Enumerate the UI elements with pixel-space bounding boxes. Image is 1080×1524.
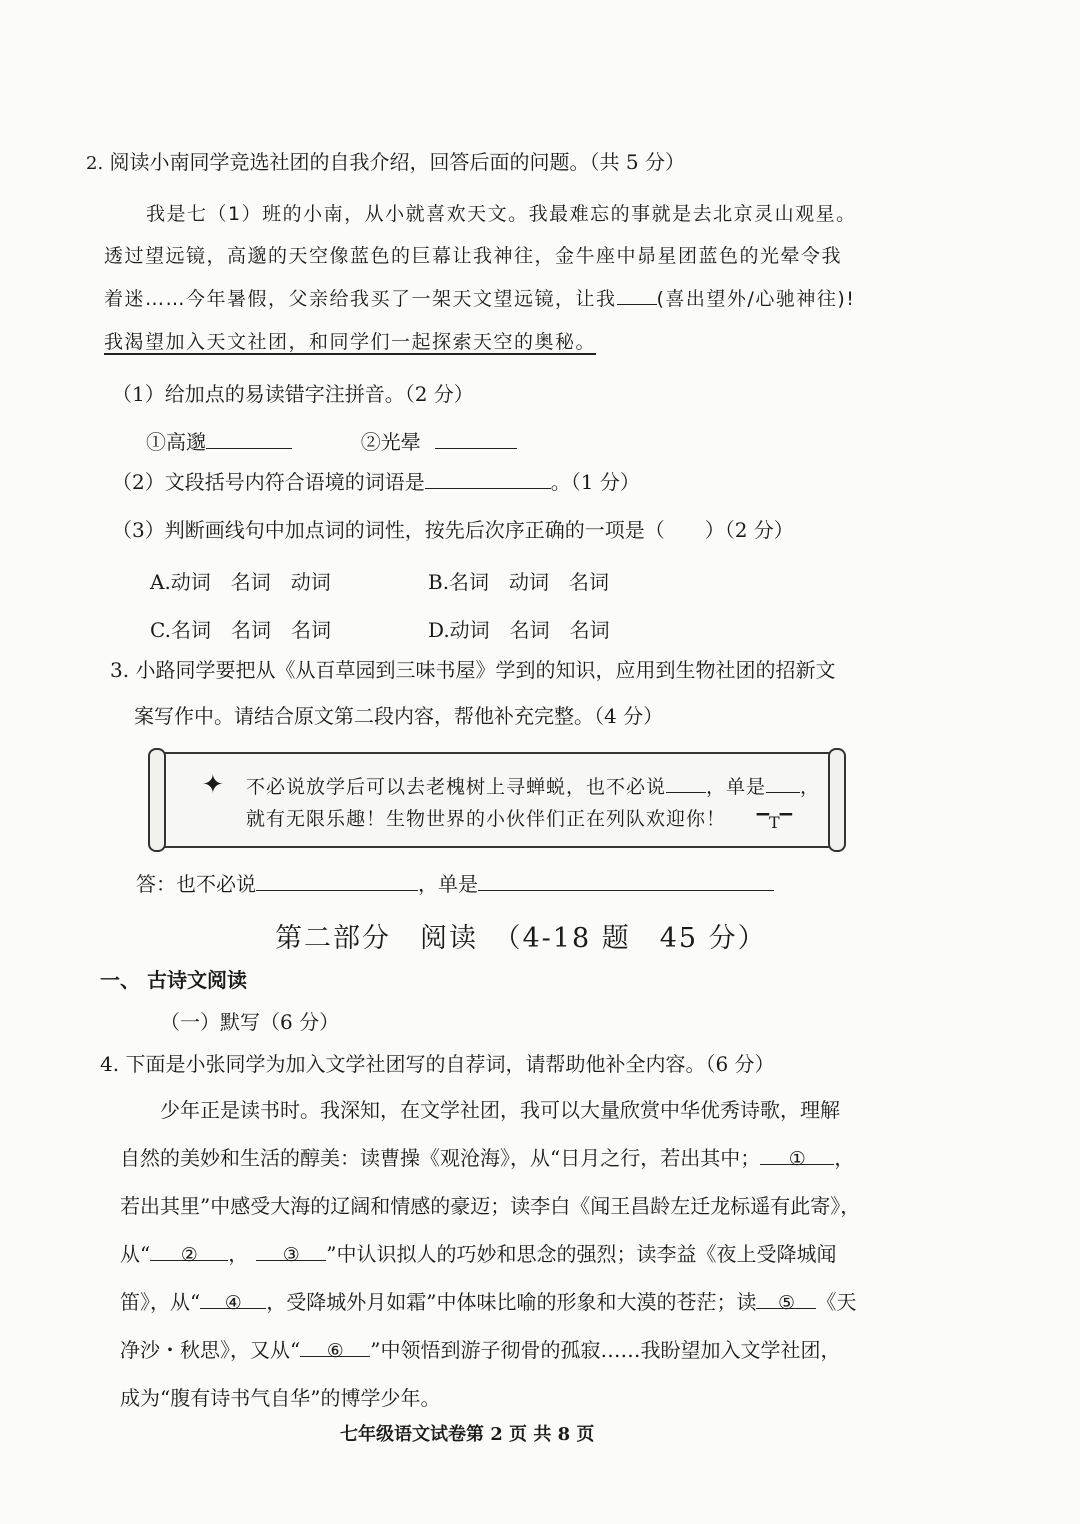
q3-stem-line-2: 案写作中。请结合原文第二段内容，帮他补充完整。（4 分） <box>134 704 664 728</box>
q2-sub1-blank-a <box>206 428 292 449</box>
q4-mark-6: ⑥ <box>326 1340 344 1362</box>
q2-sub3: （3）判断画线句中加点词的词性，按先后次序正确的一项是（ ）（2 分） <box>112 518 794 542</box>
q2-passage-line-3 <box>104 284 855 313</box>
part-2-title: 第二部分 阅读 （4-18 题 45 分） <box>275 923 767 954</box>
q4-mark-5: ⑤ <box>777 1292 795 1314</box>
q4-line-5 <box>120 1288 856 1316</box>
q2-option-c: C.名词 名词 名词 <box>150 618 331 642</box>
q4-line-4-b: ， <box>228 1242 249 1266</box>
q4-mark-3: ③ <box>282 1244 300 1266</box>
q4-line-5-b: ，受降城外月如霜”中体味比喻的形象和大漠的苍茫；读 <box>266 1290 757 1314</box>
q4-line-6-b: ”中领悟到游子彻骨的孤寂……我盼望加入文学社团， <box>370 1338 841 1362</box>
q4-line-4-c: ”中认识拟人的巧妙和思念的强烈；读李益《夜上受降城闻 <box>326 1242 837 1266</box>
q4-mark-2: ② <box>180 1244 198 1266</box>
q4-blank-6 <box>300 1336 370 1362</box>
scroll-line-1-a: 不必说放学后可以去老槐树上寻蝉蜕，也不必说 <box>246 776 667 798</box>
q4-blank-3 <box>256 1240 326 1266</box>
q2-underlined-text: 我渴望加入天文社团，和同学们一起探索天空的奥秘。 <box>104 331 597 353</box>
q3-answer-blank-1 <box>256 870 418 891</box>
q3-answer-b: ，单是 <box>418 872 478 896</box>
section-1-sub-title: （一）默写（6 分） <box>160 1010 340 1034</box>
section-1-title: 一、 古诗文阅读 <box>100 968 247 992</box>
q3-answer-a: 答：也不必说 <box>136 872 256 896</box>
scroll-line-1-c: ， <box>800 776 821 798</box>
q2-option-b: B.名词 动词 名词 <box>428 570 610 594</box>
q3-stem-line-1: 3. 小路同学要把从《从百草园到三味书屋》学到的知识，应用到生物社团的招新文 <box>110 658 836 682</box>
q2-sub2-blank <box>425 468 551 489</box>
q4-line-2-b: ， <box>834 1146 855 1170</box>
q2-sub2-text-b: 。（1 分） <box>550 470 640 494</box>
scroll-blank-2 <box>766 772 800 793</box>
q4-mark-4: ④ <box>224 1292 242 1314</box>
q2-passage-line-3-b: (喜出望外/心驰神往)! <box>656 288 856 310</box>
scroll-blank-1 <box>666 772 706 793</box>
q3-answer-blank-2 <box>478 870 774 891</box>
q2-option-d: D.动词 名词 名词 <box>428 618 610 642</box>
q4-line-3: 若出其里”中感受大海的辽阔和情感的豪迈；读李白《闻王昌龄左迁龙标遥有此寄》， <box>120 1194 861 1218</box>
q4-blank-4 <box>200 1288 266 1314</box>
q4-mark-1: ① <box>788 1148 806 1170</box>
q2-number: 2. <box>86 153 104 174</box>
q4-stem: 4. 下面是小张同学为加入文学社团写的自荐词，请帮助他补全内容。（6 分） <box>100 1052 775 1076</box>
q2-passage-blank <box>617 284 657 305</box>
q4-line-6 <box>120 1336 840 1364</box>
q4-line-4 <box>120 1240 836 1268</box>
q2-sub1-item-a: ①高邈 <box>146 430 206 454</box>
q2-sub1: （1）给加点的易读错字注拼音。（2 分） <box>112 382 474 406</box>
scroll-line-2: 就有无限乐趣！生物世界的小伙伴们正在列队欢迎你！ <box>246 808 727 830</box>
page-footer: 七年级语文试卷第 2 页 共 8 页 <box>340 1424 595 1445</box>
q2-passage-line-3-a: 着迷……今年暑假，父亲给我买了一架天文望远镜，让我 <box>104 288 617 310</box>
q4-blank-2 <box>150 1240 228 1266</box>
q4-line-1: 少年正是读书时。我深知，在文学社团，我可以大量欣赏中华优秀诗歌，理解 <box>160 1098 840 1122</box>
q2-passage-line-2: 透过望远镜，高邈的天空像蓝色的巨幕让我神往，金牛座中昴星团蓝色的光晕令我 <box>104 245 843 267</box>
q2-underlined-sentence <box>104 328 596 356</box>
recruit-scroll-box <box>160 752 834 848</box>
q2-sub2-text-a: （2）文段括号内符合语境的词语是 <box>112 470 425 494</box>
q4-line-7: 成为“腹有诗书气自华”的博学少年。 <box>120 1386 441 1410</box>
scroll-mark: ▔T▔ <box>756 813 792 832</box>
q4-line-5-a: 笛》，从“ <box>120 1290 201 1314</box>
q2-sub1-item-b: ②光晕 <box>360 430 421 454</box>
q2-sub2 <box>112 468 640 496</box>
sparkle-icon: ✦ <box>202 770 224 800</box>
q2-sub1-blank-b <box>435 428 517 449</box>
q4-blank-1 <box>760 1144 834 1170</box>
q4-line-2 <box>120 1144 854 1172</box>
q4-line-2-a: 自然的美妙和生活的醇美：读曹操《观沧海》，从“日月之行，若出其中； <box>120 1146 761 1170</box>
q2-sub1-items <box>146 428 517 456</box>
scroll-line-1 <box>246 772 820 799</box>
q4-line-5-c: 《天 <box>816 1290 857 1314</box>
q2-stem-text: 阅读小南同学竞选社团的自我介绍，回答后面的问题。（共 5 分） <box>109 150 685 174</box>
q3-answer-line <box>136 870 774 898</box>
q2-passage-line-1: 我是七（1）班的小南，从小就喜欢天文。我最难忘的事就是去北京灵山观星。 <box>146 203 857 225</box>
q4-blank-5 <box>756 1288 816 1314</box>
scroll-line-1-b: ，单是 <box>706 776 767 798</box>
q4-line-4-a: 从“ <box>120 1242 151 1266</box>
q4-line-6-a: 净沙・秋思》，又从“ <box>120 1338 301 1362</box>
q2-option-a: A.动词 名词 动词 <box>150 570 331 594</box>
q2-stem <box>86 148 685 178</box>
